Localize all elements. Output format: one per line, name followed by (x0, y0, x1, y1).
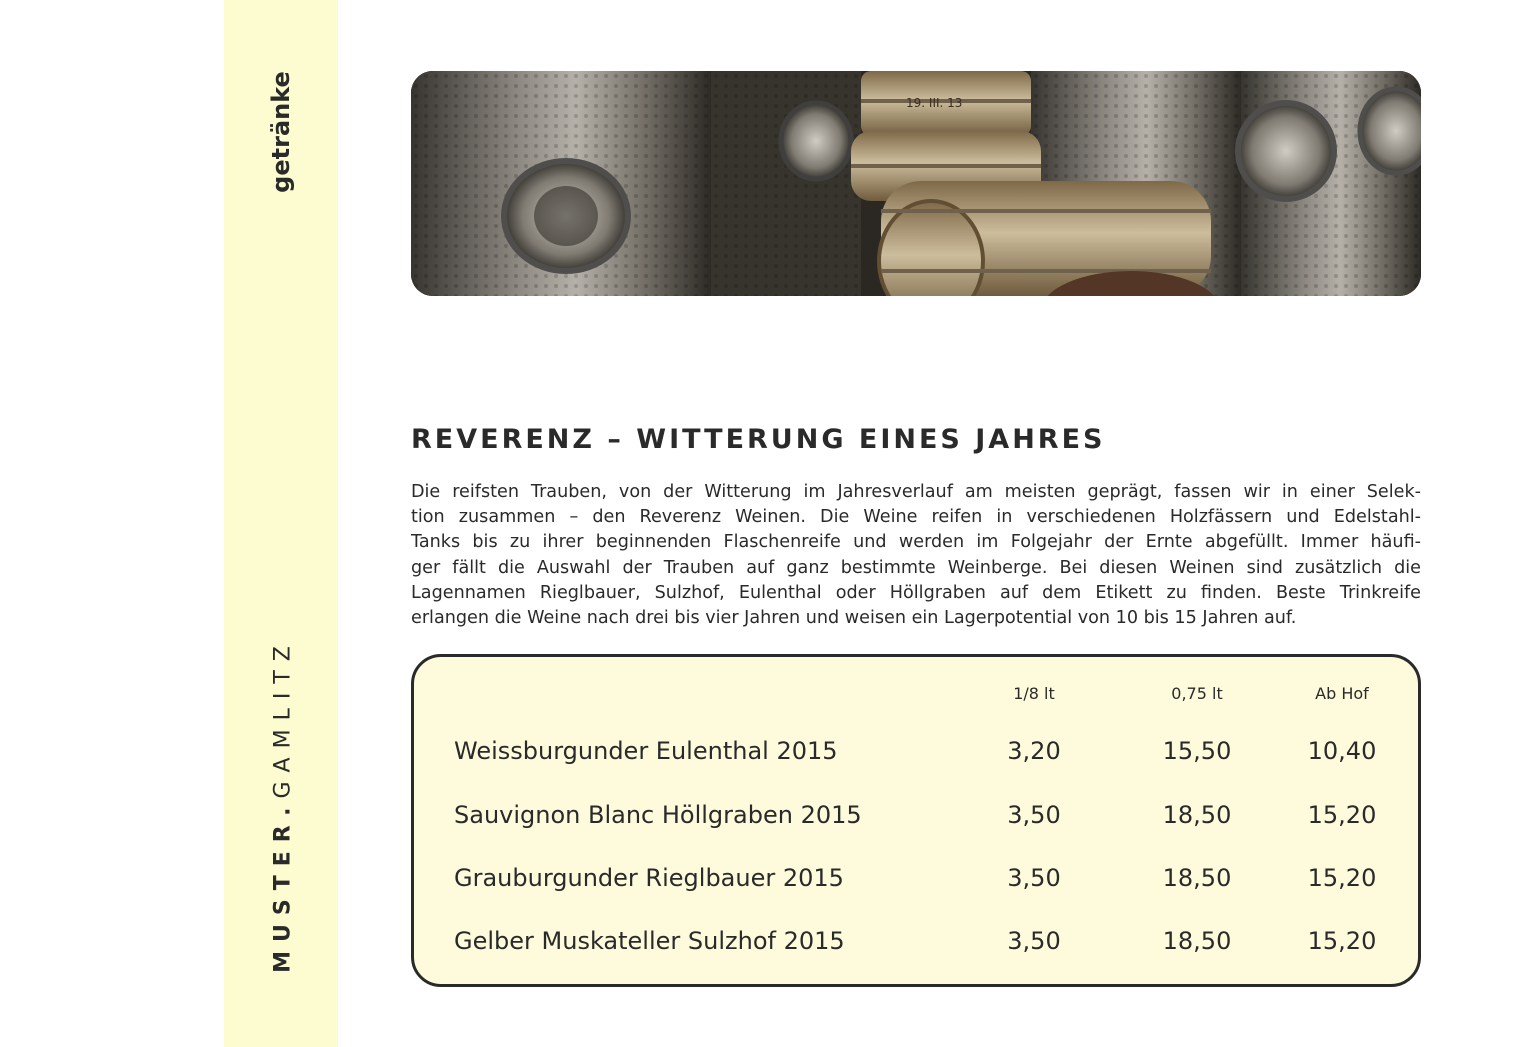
price-glass: 3,50 (1007, 927, 1061, 955)
wine-name: Weissburgunder Eulenthal 2015 (454, 737, 838, 765)
header-bottle: 0,75 lt (1171, 684, 1223, 703)
price-bottle: 15,50 (1162, 737, 1232, 765)
intro-line: Tanks bis zu ihrer beginnenden Flaschenreife und werden im Folgejahr der Ernte abgefüllt. Immer häufi- (411, 532, 1421, 553)
price-glass: 3,50 (1007, 801, 1061, 829)
section-title: REVERENZ – WITTERUNG EINES JAHRES (411, 424, 1106, 455)
price-ab-hof: 15,20 (1307, 864, 1377, 892)
cellar-illustration (411, 71, 1421, 296)
hero-image-wine-cellar (411, 71, 1421, 296)
intro-line: Die reifsten Trauben, von der Witterung im Jahresverlauf am meisten geprägt, fassen wir in einer Selek- (411, 482, 1421, 502)
price-ab-hof: 15,20 (1307, 801, 1377, 829)
price-bottle: 18,50 (1162, 864, 1232, 892)
table-row (414, 801, 1418, 841)
brand-logo (271, 637, 296, 973)
table-row (414, 927, 1418, 967)
intro-line: Lagennamen Rieglbauer, Sulzhof, Eulenthal oder Höllgraben auf dem Etikett zu finden. Beste Trinkreife (411, 582, 1421, 603)
table-row (414, 737, 1418, 777)
brand-name-strong: MUSTER. (270, 798, 296, 973)
intro-line: tion zusammen – den Reverenz Weinen. Die Weine reifen in verschiedenen Holzfässern und Edelstahl- (411, 507, 1421, 528)
price-bottle: 18,50 (1162, 801, 1232, 829)
price-ab-hof: 10,40 (1307, 737, 1377, 765)
intro-paragraph (411, 480, 1421, 631)
wine-name: Grauburgunder Rieglbauer 2015 (454, 864, 844, 892)
price-glass: 3,50 (1007, 864, 1061, 892)
price-bottle: 18,50 (1162, 927, 1232, 955)
intro-line: ger fällt die Auswahl der Trauben auf ganz bestimmte Weinberge. Bei diesen Weinen sind zusätzlich die (411, 557, 1421, 578)
brand-name-light: GAMLITZ (270, 637, 296, 799)
wine-name: Sauvignon Blanc Höllgraben 2015 (454, 801, 862, 829)
price-ab-hof: 15,20 (1307, 927, 1377, 955)
header-glass: 1/8 lt (1013, 684, 1055, 703)
intro-line: erlangen die Weine nach drei bis vier Jahren und weisen ein Lagerpotential von 10 bis 15 Jahren auf. (411, 608, 1297, 629)
category-label: getränke (267, 71, 295, 193)
wine-name: Gelber Muskateller Sulzhof 2015 (454, 927, 845, 955)
price-table (411, 654, 1421, 987)
header-ab-hof: Ab Hof (1315, 684, 1369, 703)
price-glass: 3,20 (1007, 737, 1061, 765)
table-row (414, 864, 1418, 904)
barrel-chalk-label: 19. III. 13 (906, 96, 963, 110)
